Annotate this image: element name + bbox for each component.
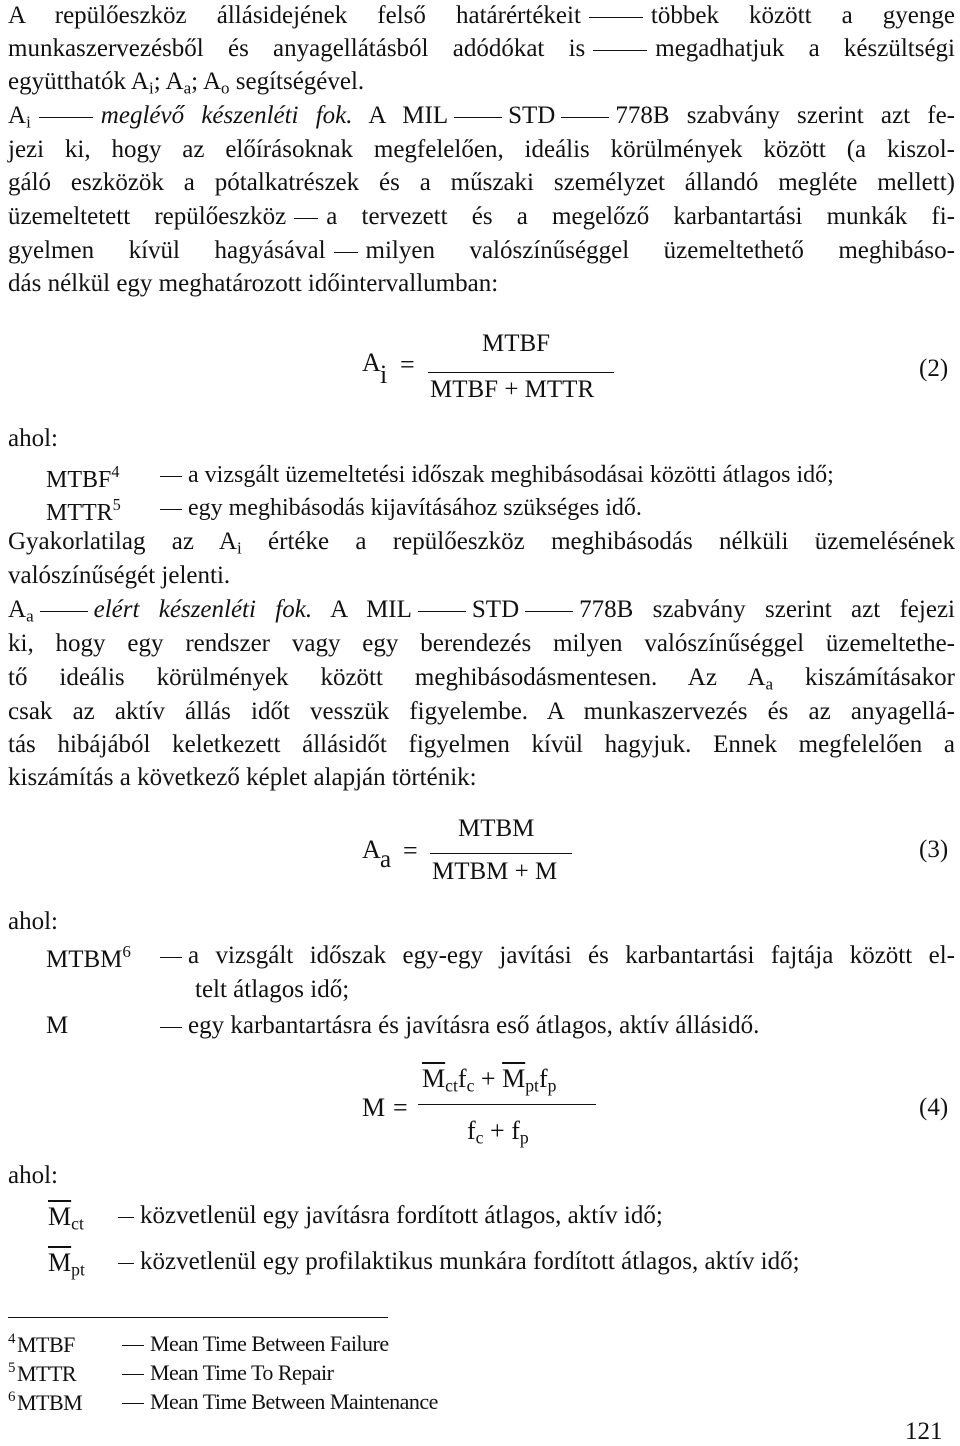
equals-sign: = [403, 836, 418, 865]
em-dash [561, 117, 609, 118]
em-dash [593, 50, 647, 51]
equation-number: (4) [919, 1094, 949, 1121]
para2-line5 [8, 237, 955, 265]
def-term [46, 495, 121, 527]
para2-text: gyelmen kívül hagyásával [8, 237, 326, 264]
eq2-denominator: MTBF + MTTR [430, 376, 595, 403]
eq4-denominator [467, 1116, 529, 1148]
footnote [8, 1331, 75, 1358]
symbol-bar: $\overline{M}$ [422, 1064, 446, 1093]
footnote-abbr: MTTR [16, 1360, 77, 1386]
definition: közvetlenül egy profilaktikus munkára fordított átlagos, aktív idő; [140, 1248, 800, 1275]
page-number: 121 [905, 1418, 943, 1445]
em-dash [122, 1374, 144, 1375]
fraction-bar [418, 1104, 596, 1105]
symbol-bar: $\overline{M}$ [502, 1064, 526, 1093]
em-dash [454, 117, 502, 118]
para4-line3 [8, 664, 955, 694]
subscript: c [466, 1075, 475, 1096]
para4-text: STD [471, 596, 520, 623]
symbol: A [8, 102, 27, 129]
em-dash [39, 117, 93, 118]
para1-line2 [8, 35, 955, 63]
footnote-number: 4 [8, 1331, 15, 1347]
footnote-expansion: Mean Time Between Failure [150, 1331, 389, 1356]
def-text [160, 1012, 759, 1040]
subscript: pt [71, 1259, 85, 1280]
footnote-number: 6 [8, 1389, 15, 1405]
footnote-ref: 4 [111, 462, 120, 481]
footnote-expansion: Mean Time To Repair [150, 1360, 334, 1385]
para2-text: STD [508, 102, 556, 129]
para4-text: kiszámításakor [773, 664, 955, 691]
eq2-numerator: MTBF [482, 330, 551, 357]
em-dash [160, 509, 182, 510]
para4-text: 778B szabvány szerint azt fejezi [579, 596, 955, 623]
em-dash [160, 957, 182, 958]
para2-line3: gáló eszközök a pótalkatrészek és a műszaki személyzet állandó megléte mellett) [8, 169, 955, 196]
eq3-denominator: MTBM + M [432, 858, 558, 885]
para2-line6: dás nélkül egy meghatározott időintervallumban: [8, 270, 499, 297]
ahol-label: ahol: [8, 1162, 58, 1189]
subscript: i [236, 538, 242, 558]
eq4-numerator [422, 1064, 556, 1096]
para1-line3 [8, 68, 364, 98]
symbol: f [538, 1064, 548, 1093]
em-dash [160, 1027, 182, 1028]
footnote [8, 1389, 82, 1416]
subscript: a [183, 78, 192, 98]
footnote-abbr: MTBM [16, 1389, 83, 1415]
para4-text: tő ideális körülmények között meghibásodásmentesen. Az A [8, 664, 766, 691]
footnote [8, 1360, 76, 1387]
subscript: ct [445, 1075, 458, 1096]
term: MTBF [46, 466, 112, 493]
para1-text: munkaszervezésből és anyagellátásból adódókat is [8, 35, 586, 62]
para1-text: együtthatók A [8, 68, 149, 95]
def-term [48, 1202, 84, 1234]
eq3-numerator: MTBM [458, 815, 535, 842]
definition: egy meghibásodás kijavításához szükséges idő. [188, 495, 642, 521]
plus-sign: + [480, 1064, 496, 1093]
fraction-bar [430, 853, 572, 854]
fraction-bar [428, 372, 614, 373]
para2-line2: jezi ki, hogy az előírásoknak megfelelően, ideális körülmények között (a kiszol- [8, 136, 955, 163]
para2-text: a tervezett és a megelőző karbantartási munkák fi- [326, 203, 955, 230]
para2-text: 778B szabvány szerint azt fe- [615, 102, 956, 129]
symbol: f [511, 1116, 520, 1145]
para1-text: ; A [191, 68, 221, 95]
footnote-ref: 5 [112, 495, 121, 514]
para3-text: értéke a repülőeszköz meghibásodás nélküli üzemelésének [241, 528, 955, 555]
plus-sign: + [490, 1116, 505, 1145]
para4-lead [8, 596, 34, 626]
em-dash [122, 1403, 144, 1404]
def-text [160, 942, 955, 970]
term-italic: meglévő készenléti fok. [100, 102, 353, 129]
para1-text: ; A [153, 68, 184, 95]
equals-sign: = [400, 350, 415, 379]
definition: közvetlenül egy javításra fordított átlagos, aktív idő; [140, 1202, 663, 1229]
def-term [48, 1248, 85, 1280]
def-text [160, 495, 642, 522]
em-dash [589, 17, 643, 18]
para1-text: A repülőeszköz állásidejének felső határértékeit [8, 2, 581, 29]
subscript: a [765, 674, 774, 694]
subscript: p [547, 1075, 557, 1096]
term: M [46, 1012, 69, 1039]
em-dash [160, 476, 182, 477]
para4-line6: kiszámítás a következő képlet alapján történik: [8, 764, 477, 791]
em-dash [418, 611, 466, 612]
subscript: a [380, 846, 392, 873]
footnote-text [122, 1331, 389, 1357]
symbol: A [8, 596, 27, 623]
para4-line5: tás hibájából keletkezett állásidőt figyelmen kívül hagyjuk. Ennek megfelelően a [8, 731, 955, 758]
def-text [160, 462, 834, 489]
dash [118, 1263, 134, 1264]
para3-line2: valószínűségét jelenti. [8, 562, 231, 589]
equation-number: (3) [919, 836, 949, 863]
para3-line1 [8, 528, 955, 558]
footnote-text [122, 1360, 334, 1386]
symbol-bar: $\overline{M}$ [48, 1248, 72, 1277]
para2-text: üzemeltetett repülőeszköz [8, 203, 287, 230]
em-dash [294, 218, 318, 219]
subscript: i [26, 112, 31, 132]
subscript: o [221, 78, 230, 98]
definition: telt átlagos idő; [195, 976, 350, 1003]
para3-text: Gyakorlatilag az A [8, 528, 237, 555]
subscript: p [519, 1127, 529, 1148]
symbol-bar: $\overline{M}$ [48, 1202, 72, 1231]
eq2-lhs [362, 348, 381, 378]
em-dash [525, 611, 573, 612]
def-text [118, 1248, 800, 1276]
subscript: i [148, 78, 154, 98]
subscript: c [475, 1127, 484, 1148]
para2-text: milyen valószínűséggel üzemeltethető meghibáso- [365, 237, 955, 264]
footnote-number: 5 [8, 1360, 15, 1376]
para1-text: többek között a gyenge [650, 2, 955, 29]
def-term [46, 942, 131, 974]
para2-text: A MIL [368, 102, 449, 129]
symbol: f [467, 1116, 476, 1145]
para4-line2: ki, hogy egy rendszer vagy egy berendezés milyen valószínűséggel üzemeltethe- [8, 630, 955, 657]
footnote-text [122, 1389, 438, 1415]
term: MTBM [46, 946, 123, 974]
para4-line1 [8, 596, 955, 626]
em-dash [334, 252, 358, 253]
para1-text: segítségével. [229, 68, 365, 95]
footnote-ref: 6 [122, 942, 131, 961]
para1-text: megadhatjuk a készültségi [655, 35, 955, 62]
para2-line1 [8, 102, 955, 132]
term: MTTR [46, 499, 113, 526]
dash [118, 1217, 134, 1218]
para1-line1 [8, 2, 955, 30]
em-dash [40, 611, 88, 612]
ahol-label: ahol: [8, 908, 58, 935]
definition: egy karbantartásra és javításra eső átlagos, aktív állásidő. [188, 1012, 760, 1039]
term-italic: elért készenléti fok. [93, 596, 313, 623]
subscript: a [26, 606, 34, 626]
symbol: M [362, 1093, 386, 1122]
subscript: pt [525, 1075, 539, 1096]
footnote-abbr: MTBF [16, 1331, 75, 1357]
subscript: i [380, 360, 388, 389]
para4-line4: csak az aktív állás időt vesszük figyelembe. A munkaszervezés és az anyagellá- [8, 698, 955, 725]
definition: a vizsgált üzemeltetési időszak meghibásodásai közötti átlagos idő; [188, 462, 834, 488]
symbol: A [362, 348, 381, 377]
definition: a vizsgált időszak egy-egy javítási és karbantartási fajtája között el- [188, 942, 955, 969]
footnote-expansion: Mean Time Between Maintenance [150, 1389, 438, 1414]
equation-number: (2) [919, 355, 949, 382]
para2-line4 [8, 203, 955, 231]
symbol: f [457, 1064, 467, 1093]
em-dash [122, 1345, 144, 1346]
para2-lead [8, 102, 31, 132]
ahol-label: ahol: [8, 425, 58, 452]
equals-sign: = [393, 1093, 408, 1122]
def-text [118, 1202, 663, 1230]
footnote-separator [8, 1317, 388, 1318]
para4-text: A MIL [330, 596, 412, 623]
symbol: A [362, 835, 381, 864]
def-term [46, 462, 120, 494]
subscript: ct [71, 1213, 84, 1234]
